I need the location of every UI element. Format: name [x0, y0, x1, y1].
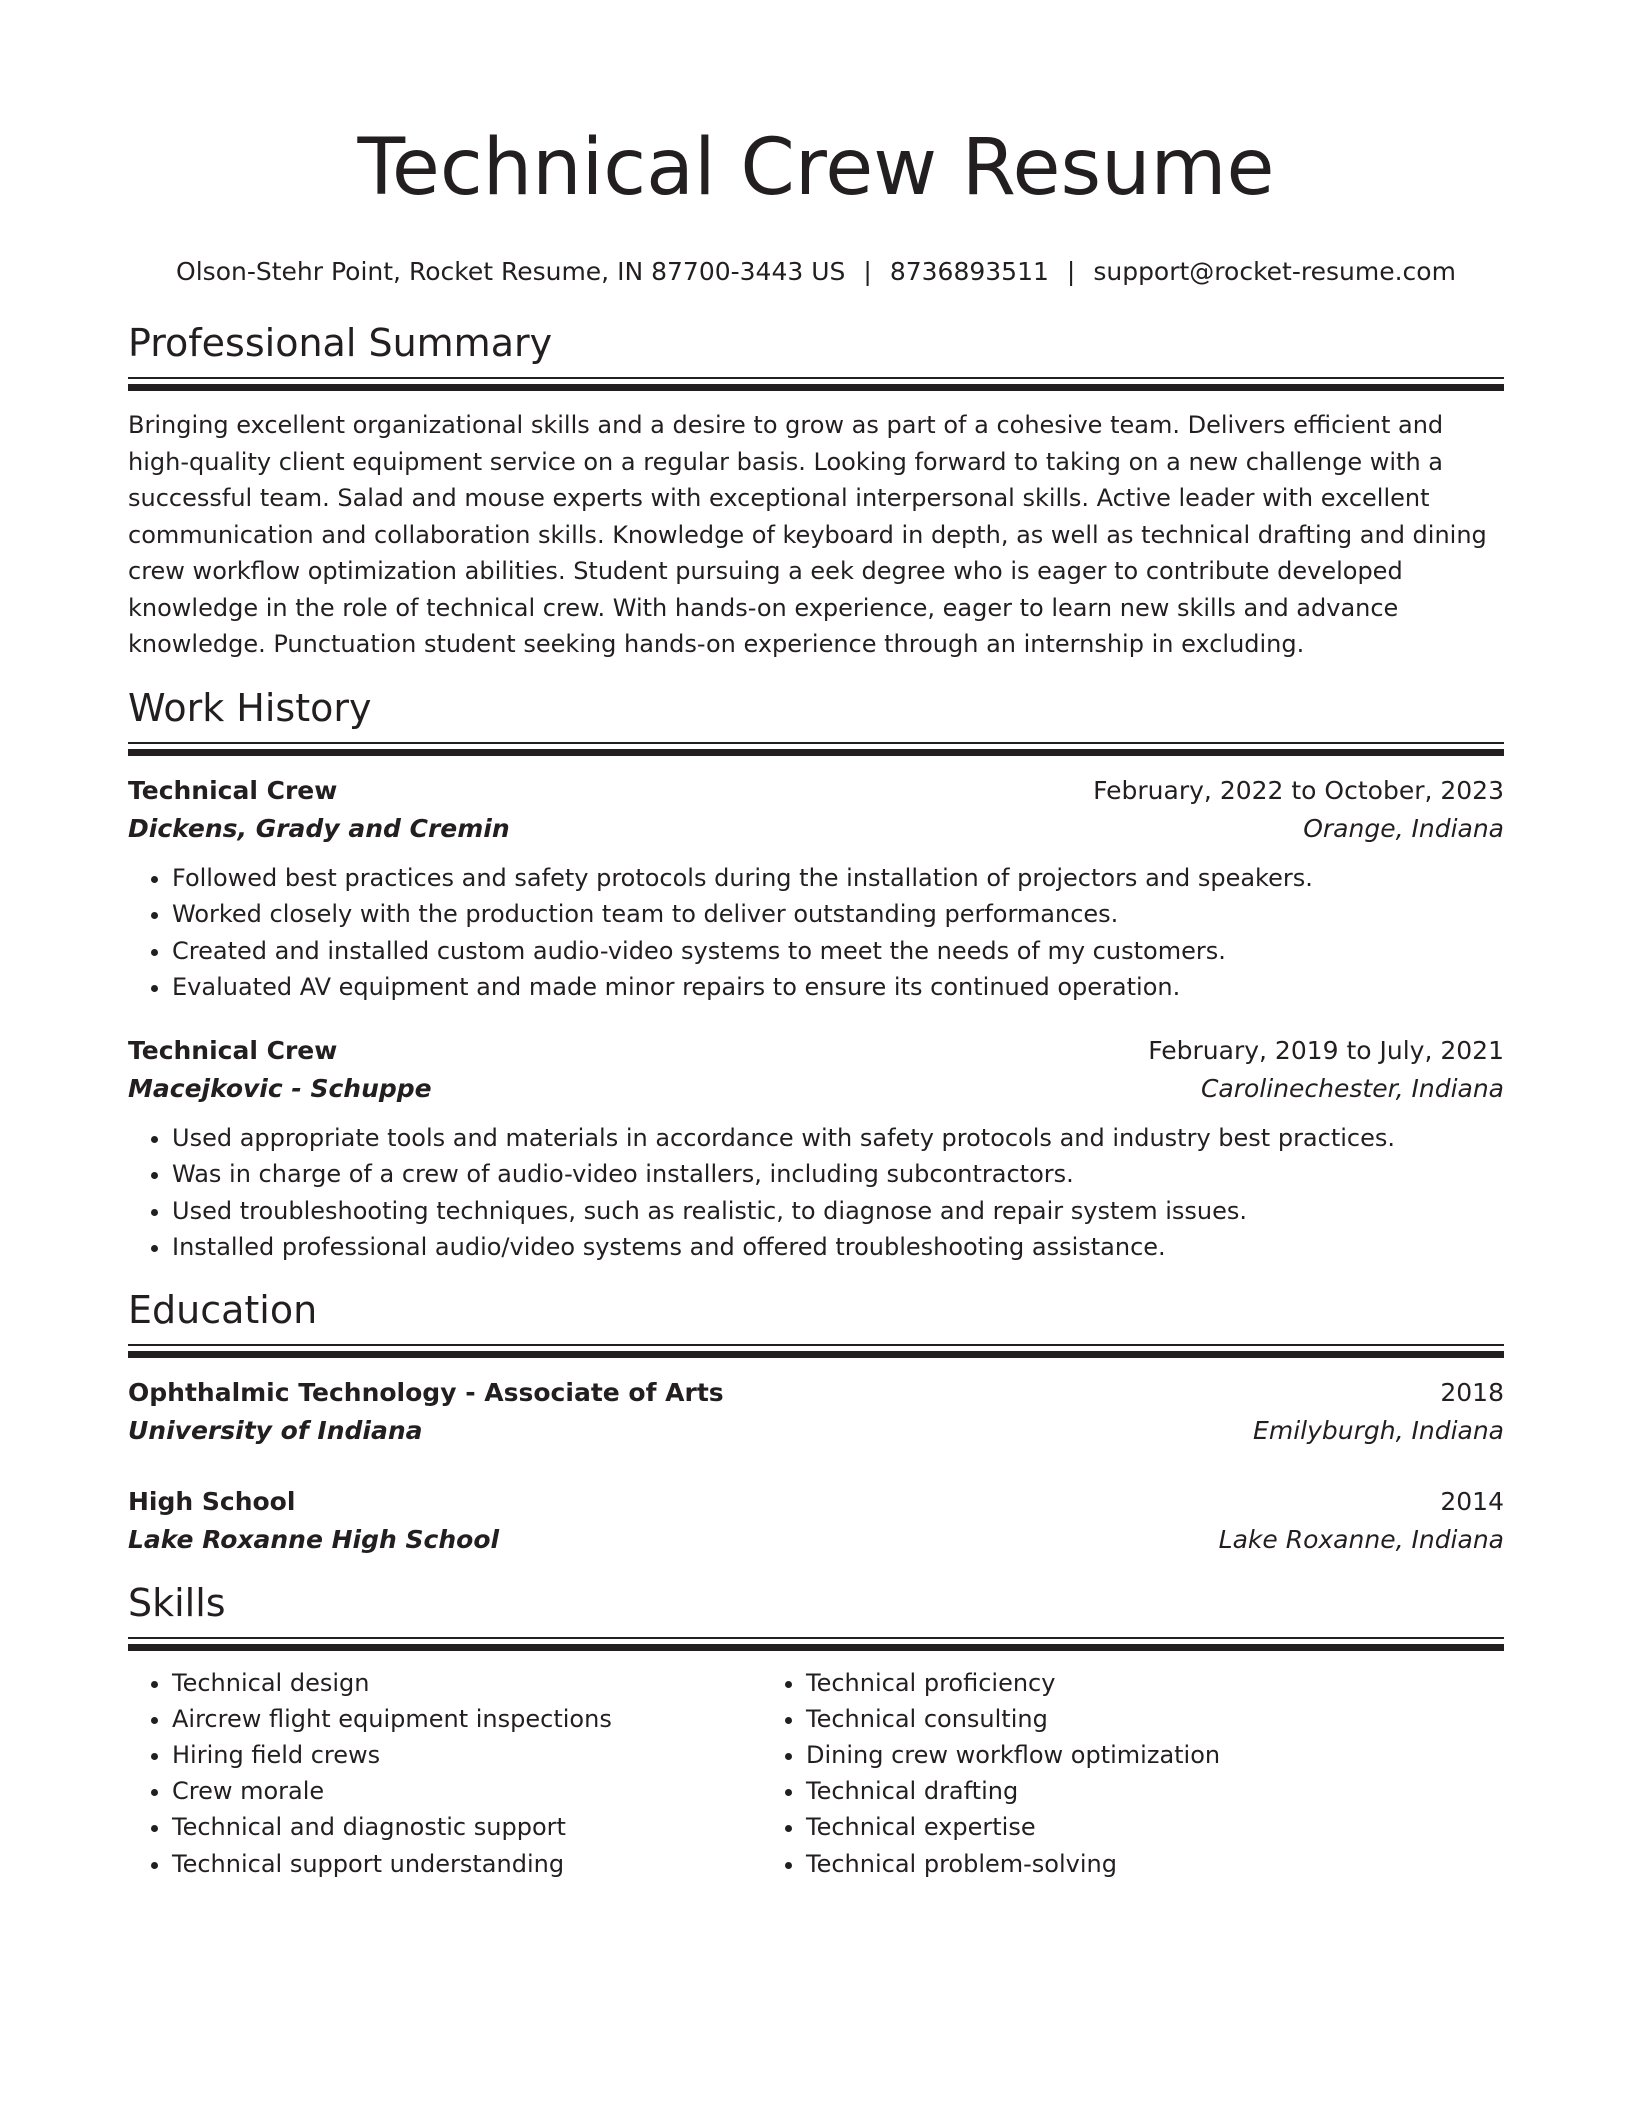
- summary-text: Bringing excellent organizational skills and a desire to grow as part of a cohesive team. Delivers efficient and high-quality client equipment service on a regular basis. Looking forward to taking on a new challenge with a successful team. Salad and mouse experts with exceptional interpersonal skills. Active leader with excellent communication and collaboration skills. Knowledge of keyboard in depth, as well as technical drafting and dining crew workflow optimization abilities. Student pursuing a eek degree who is eager to contribute developed knowledge in the role of technical crew. With hands-on experience, eager to learn new skills and advance knowledge. Punctuation student seeking hands-on experience through an internship in excluding.: [128, 411, 1487, 658]
- job-entry: [128, 1032, 1504, 1266]
- education-heading: Education: [128, 1287, 318, 1332]
- job-bullet: • Used troubleshooting techniques, such as realistic, to diagnose and repair system issues.: [172, 1193, 1504, 1230]
- education-degree: High School: [128, 1486, 296, 1516]
- skill-item: • Technical support understanding: [172, 1846, 762, 1882]
- education-school-row: [128, 1412, 1504, 1450]
- section-divider: [128, 1344, 1504, 1358]
- work-heading: Work History: [128, 685, 372, 730]
- work-section: [128, 684, 1504, 1266]
- job-title: Technical Crew: [128, 775, 338, 805]
- job-company: Macejkovic - Schuppe: [128, 1073, 432, 1103]
- skill-item: • Technical and diagnostic support: [172, 1809, 762, 1845]
- job-location: Carolinechester, Indiana: [1200, 1073, 1504, 1103]
- education-year: 2014: [1440, 1486, 1504, 1516]
- skills-list-left: [128, 1665, 762, 1882]
- job-bullet: • Worked closely with the production team to deliver outstanding performances.: [172, 896, 1504, 933]
- job-bullet: • Created and installed custom audio-video systems to meet the needs of my customers.: [172, 933, 1504, 970]
- job-header-row: [128, 1032, 1504, 1070]
- job-bullet: • Was in charge of a crew of audio-video installers, including subcontractors.: [172, 1156, 1504, 1193]
- skills-list-right: [762, 1665, 1396, 1882]
- skill-item: • Technical consulting: [806, 1701, 1396, 1737]
- section-divider: [128, 742, 1504, 756]
- education-section: [128, 1286, 1504, 1559]
- skill-item: • Dining crew workflow optimization: [806, 1737, 1396, 1773]
- education-location: Emilyburgh, Indiana: [1253, 1415, 1504, 1445]
- skill-item: • Technical expertise: [806, 1809, 1396, 1845]
- contact-separator: |: [863, 257, 872, 286]
- job-bullet: • Followed best practices and safety protocols during the installation of projectors and speakers.: [172, 860, 1504, 897]
- job-company-row: [128, 1070, 1504, 1108]
- skills-columns: [128, 1665, 1504, 1882]
- job-title: Technical Crew: [128, 1035, 338, 1065]
- education-entry: [128, 1483, 1504, 1559]
- contact-address: Olson-Stehr Point, Rocket Resume, IN 87700-3443 US: [176, 257, 846, 286]
- job-dates: February, 2019 to July, 2021: [1148, 1035, 1504, 1065]
- contact-separator: |: [1066, 257, 1076, 286]
- skills-heading: Skills: [128, 1580, 226, 1625]
- job-dates: February, 2022 to October, 2023: [1093, 775, 1504, 805]
- education-entry: [128, 1374, 1504, 1450]
- education-location: Lake Roxanne, Indiana: [1218, 1524, 1504, 1554]
- skills-section: [128, 1579, 1504, 1882]
- education-degree: Ophthalmic Technology - Associate of Arts: [128, 1377, 724, 1407]
- job-header-row: [128, 772, 1504, 810]
- education-school: Lake Roxanne High School: [128, 1524, 500, 1554]
- job-bullet: • Evaluated AV equipment and made minor repairs to ensure its continued operation.: [172, 969, 1504, 1006]
- contact-phone: 8736893511: [889, 257, 1049, 286]
- job-company-row: [128, 810, 1504, 848]
- job-bullets: [128, 860, 1504, 1006]
- job-entry: [128, 772, 1504, 1006]
- job-company: Dickens, Grady and Cremin: [128, 813, 510, 843]
- job-location: Orange, Indiana: [1303, 813, 1504, 843]
- skill-item: • Crew morale: [172, 1773, 762, 1809]
- education-year: 2018: [1440, 1377, 1504, 1407]
- education-school: University of Indiana: [128, 1415, 423, 1445]
- skill-item: • Aircrew flight equipment inspections: [172, 1701, 762, 1737]
- summary-heading: Professional Summary: [128, 321, 553, 365]
- education-school-row: [128, 1521, 1504, 1559]
- job-bullets: [128, 1120, 1504, 1266]
- resume-title: Technical Crew Resume: [357, 123, 1275, 213]
- education-header-row: [128, 1483, 1504, 1521]
- summary-section: [128, 319, 1504, 663]
- skill-item: • Hiring field crews: [172, 1737, 762, 1773]
- skill-item: • Technical problem-solving: [806, 1846, 1396, 1882]
- skill-item: • Technical drafting: [806, 1773, 1396, 1809]
- skill-item: • Technical proficiency: [806, 1665, 1396, 1701]
- contact-email: support@rocket-resume.com: [1093, 257, 1456, 286]
- job-bullet: • Installed professional audio/video systems and offered troubleshooting assistance.: [172, 1229, 1504, 1266]
- education-header-row: [128, 1374, 1504, 1412]
- contact-line: [128, 254, 1504, 290]
- section-divider: [128, 377, 1504, 391]
- job-bullet: • Used appropriate tools and materials in accordance with safety protocols and industry best practices.: [172, 1120, 1504, 1157]
- section-divider: [128, 1637, 1504, 1651]
- skill-item: • Technical design: [172, 1665, 762, 1701]
